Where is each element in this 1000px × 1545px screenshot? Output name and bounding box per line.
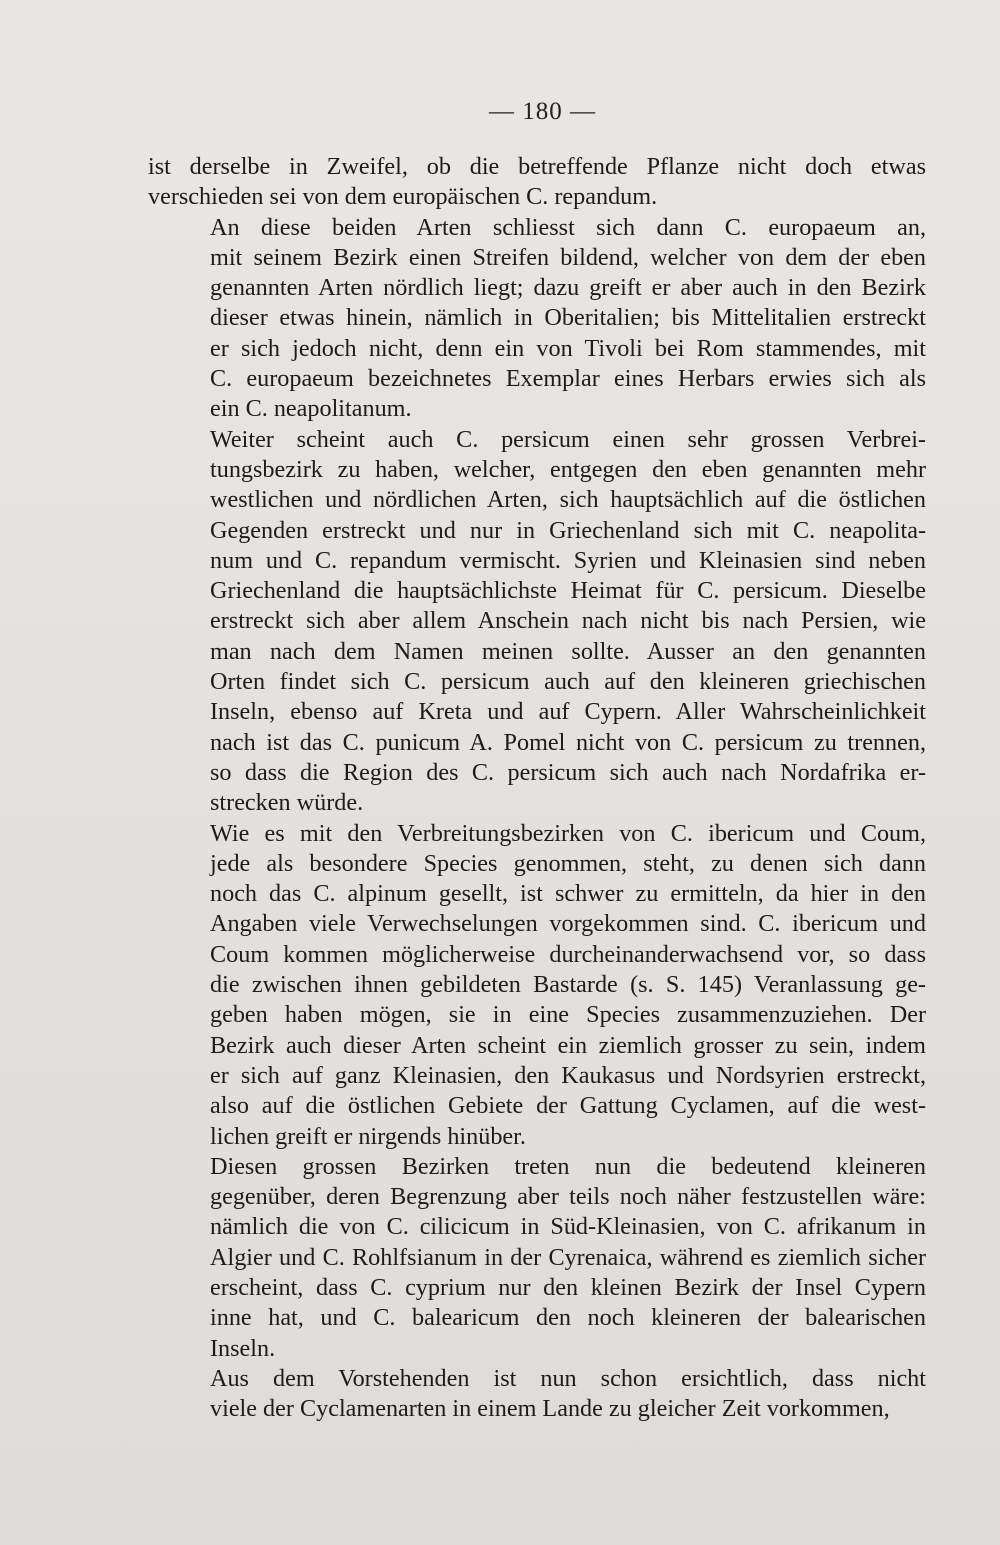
text-line: inne hat, und C. balearicum den noch kleineren der balearischen [210,1304,926,1332]
text-line: ein C. neapolitanum. [210,395,412,423]
text-line: so dass die Region des C. persicum sich auch nach Nordafrika er- [210,758,926,786]
text-line: ist derselbe in Zweifel, ob die betreffende Pflanze nicht doch etwas [148,153,926,180]
text-line: Diesen grossen Bezirken treten nun die bedeutend kleineren [210,1152,926,1180]
text-line: mit seinem Bezirk einen Streifen bildend, welcher von dem der eben [210,243,926,271]
text-line: Inseln, ebenso auf Kreta und auf Cypern. Aller Wahrscheinlichkeit [210,698,926,726]
text-line: man nach dem Namen meinen sollte. Ausser an den genannten [210,637,926,665]
text-line: die zwischen ihnen gebildeten Bastarde (s. S. 145) Veranlassung ge- [210,971,926,999]
text-line: An diese beiden Arten schliesst sich dann C. europaeum an, [210,213,926,241]
text-line: er sich auf ganz Kleinasien, den Kaukasus und Nordsyrien erstreckt, [210,1061,926,1089]
page-number: — 180 — [489,98,596,125]
text-line: lichen greift er nirgends hinüber. [210,1122,526,1150]
text-line: er sich jedoch nicht, denn ein von Tivoli bei Rom stammendes, mit [210,334,926,362]
paragraph [148,1364,926,1425]
paragraph [148,1152,926,1364]
text-line: Aus dem Vorstehenden ist nun schon ersichtlich, dass nicht [210,1364,926,1392]
text-line: geben haben mögen, sie in eine Species zusammenzuziehen. Der [210,1001,926,1029]
text-line: westlichen und nördlichen Arten, sich hauptsächlich auf die östlichen [210,486,926,514]
text-line: genannten Arten nördlich liegt; dazu greift er aber auch in den Bezirk [210,274,926,302]
text-line: Gegenden erstreckt und nur in Griechenland sich mit C. neapolita- [210,516,926,544]
paragraph [148,819,926,1152]
text-line: Angaben viele Verwechselungen vorgekommen sind. C. ibericum und [210,910,926,938]
text-line: num und C. repandum vermischt. Syrien und Kleinasien sind neben [210,546,926,574]
paragraph [148,152,926,213]
text-line: Inseln. [210,1334,276,1362]
paragraph [148,425,926,819]
body-text [148,152,926,1424]
text-line: Orten findet sich C. persicum auch auf den kleineren griechischen [210,668,926,696]
text-line: dieser etwas hinein, nämlich in Oberitalien; bis Mittelitalien erstreckt [210,304,926,332]
text-line: erscheint, dass C. cyprium nur den kleinen Bezirk der Insel Cypern [210,1273,926,1301]
text-line: Algier und C. Rohlfsianum in der Cyrenaica, während es ziemlich sicher [210,1243,926,1271]
text-line: jede als besondere Species genommen, steht, zu denen sich dann [210,849,926,877]
text-line: C. europaeum bezeichnetes Exemplar eines Herbars erwies sich als [210,365,926,393]
text-line: viele der Cyclamenarten in einem Lande zu gleicher Zeit vorkommen, [210,1395,890,1423]
text-line: Bezirk auch dieser Arten scheint ein ziemlich grosser zu sein, indem [210,1031,926,1059]
text-line: gegenüber, deren Begrenzung aber teils noch näher festzustellen wäre: [210,1183,926,1211]
text-line: erstreckt sich aber allem Anschein nach nicht bis nach Persien, wie [210,607,926,635]
text-line: Griechenland die hauptsächlichste Heimat für C. persicum. Dieselbe [210,577,926,605]
text-line: nämlich die von C. cilicicum in Süd-Kleinasien, von C. afrikanum in [210,1213,926,1241]
text-line: nach ist das C. punicum A. Pomel nicht von C. persicum zu trennen, [210,728,926,756]
text-line: Wie es mit den Verbreitungsbezirken von C. ibericum und Coum, [210,819,926,847]
text-line: verschieden sei von dem europäischen C. repandum. [148,183,658,211]
text-line: also auf die östlichen Gebiete der Gattung Cyclamen, auf die west- [210,1092,926,1120]
text-line: tungsbezirk zu haben, welcher, entgegen den eben genannten mehr [210,455,926,483]
text-line: noch das C. alpinum gesellt, ist schwer zu ermitteln, da hier in den [210,880,926,908]
text-line: Weiter scheint auch C. persicum einen sehr grossen Verbrei- [210,425,926,453]
text-line: Coum kommen möglicherweise durcheinanderwachsend vor, so dass [210,940,926,968]
paragraph [148,213,926,425]
text-line: strecken würde. [210,789,364,817]
